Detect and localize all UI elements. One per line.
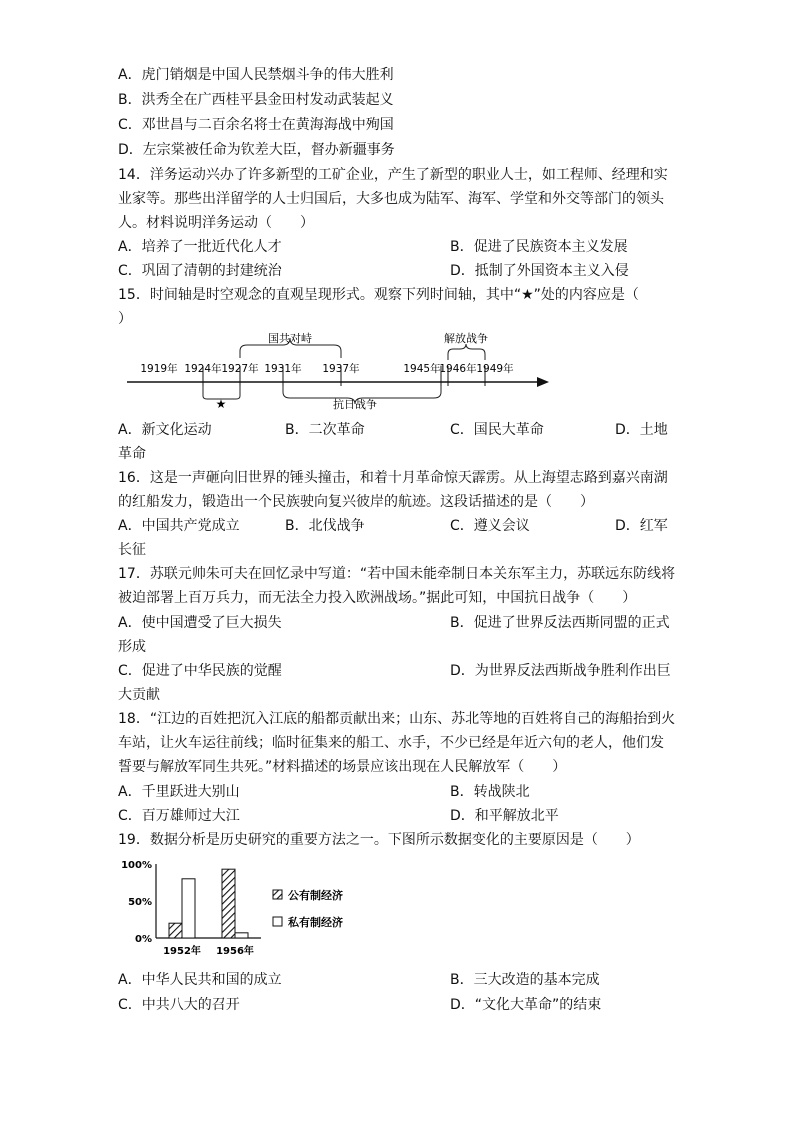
bar-private-0 [182, 879, 195, 938]
q14-option-c: C．巩固了清朝的封建统治 [118, 263, 282, 279]
bracket-jiefang [448, 344, 485, 360]
year-1937: 1937年 [322, 363, 360, 375]
bar-private-1 [235, 933, 248, 938]
year-1927: 1927年 [221, 363, 259, 375]
q15-option-d-cont: 革命 [118, 446, 146, 462]
q17-option-b: B．促进了世界反法西斯同盟的正式 [450, 615, 670, 631]
year-1949: 1949年 [476, 363, 514, 375]
q17-option-a: A．使中国遭受了巨大损失 [118, 615, 282, 631]
q18-option-a: A．千里跃进大别山 [118, 784, 240, 800]
q19-option-c: C．中共八大的召开 [118, 997, 240, 1013]
q16-option-b: B．北伐战争 [285, 518, 365, 534]
q18-stem-line1: 18．“江边的百姓把沉入江底的船都贡献出来；山东、苏北等地的百姓将自己的海船抬到火 [118, 711, 676, 727]
q17-option-c: C．促进了中华民族的觉醒 [118, 663, 282, 679]
x-tick-label: 1952年 [163, 946, 201, 957]
q16-option-a: A．中国共产党成立 [118, 518, 240, 534]
q17-option-b-cont: 形成 [118, 639, 146, 655]
star-mark: ★ [215, 397, 227, 410]
q15-timeline-figure [125, 330, 565, 410]
year-1931: 1931年 [264, 363, 302, 375]
y-tick-label: 0% [135, 934, 152, 945]
q15-option-b: B．二次革命 [285, 422, 365, 438]
q16-stem-line2: 的红船发力，锻造出一个民族驶向复兴彼岸的航迹。这段话描述的是（ ） [118, 494, 594, 510]
q16-option-d-cont: 长征 [118, 542, 146, 558]
q19-bar-chart [118, 852, 378, 967]
q15-option-d: D．土地 [615, 422, 668, 438]
q19-stem-line1: 19．数据分析是历史研究的重要方法之一。下图所示数据变化的主要原因是（ ） [118, 832, 640, 848]
q19-option-a: A．中华人民共和国的成立 [118, 972, 282, 988]
bar-public-0 [169, 923, 182, 938]
label-guogong: 国共对峙 [268, 332, 312, 345]
q18-stem-line3: 誓要与解放军同生共死。”材料描述的场景应该出现在人民解放军（ ） [118, 759, 567, 775]
q14-stem-line1: 14．洋务运动兴办了许多新型的工矿企业，产生了新型的职业人士，如工程师、经理和实 [118, 167, 668, 183]
q18-option-b: B．转战陕北 [450, 784, 530, 800]
timeline-arrow [537, 377, 549, 387]
year-1945: 1945年 [403, 363, 441, 375]
q14-stem-line2: 业家等。那些出洋留学的人士归国后，大多也成为陆军、海军、学堂和外交等部门的领头 [118, 191, 664, 207]
legend-swatch [273, 917, 282, 926]
q13-option-b: B．洪秀全在广西桂平县金田村发动武装起义 [118, 92, 394, 108]
y-tick-label: 100% [121, 860, 152, 871]
bar-public-1 [222, 869, 235, 938]
q15-option-c: C．国民大革命 [450, 422, 544, 438]
q17-option-d-cont: 大贡献 [118, 687, 160, 703]
q17-stem-line1: 17．苏联元帅朱可夫在回忆录中写道：“若中国未能牵制日本关东军主力，苏联远东防线将 [118, 566, 676, 582]
legend-swatch [273, 890, 282, 899]
q19-option-d: D．“文化大革命”的结束 [450, 997, 602, 1013]
year-1946: 1946年 [439, 363, 477, 375]
q13-option-d: D．左宗棠被任命为钦差大臣，督办新疆事务 [118, 142, 395, 158]
q14-option-b: B．促进了民族资本主义发展 [450, 239, 628, 255]
q13-option-a: A．虎门销烟是中国人民禁烟斗争的伟大胜利 [118, 67, 394, 83]
q18-option-d: D．和平解放北平 [450, 808, 559, 824]
q16-option-d: D．红军 [615, 518, 668, 534]
q15-stem-line2: ） [118, 311, 132, 327]
q14-option-a: A．培养了一批近代化人才 [118, 239, 282, 255]
q16-option-c: C．遵义会议 [450, 518, 530, 534]
q18-stem-line2: 车站，让火车运往前线；临时征集来的船工、水手，不少已经是年近六旬的老人，他们发 [118, 735, 664, 751]
q14-stem-line3: 人。材料说明洋务运动（ ） [118, 215, 314, 231]
q17-option-d: D．为世界反法西斯战争胜利作出巨 [450, 663, 671, 679]
year-1924: 1924年 [184, 363, 222, 375]
label-kangri: 抗日战争 [333, 398, 377, 410]
y-tick-label: 50% [128, 897, 152, 908]
q18-option-c: C．百万雄师过大江 [118, 808, 240, 824]
x-tick-label: 1956年 [216, 946, 254, 957]
q13-option-c: C．邓世昌与二百余名将士在黄海海战中殉国 [118, 117, 394, 133]
q16-stem-line1: 16．这是一声砸向旧世界的锤头撞击，和着十月革命惊天霹雳。从上海望志路到嘉兴南湖 [118, 470, 668, 486]
q19-option-b: B．三大改造的基本完成 [450, 972, 600, 988]
label-jiefang: 解放战争 [444, 332, 488, 345]
q17-stem-line2: 被迫部署上百万兵力，而无法全力投入欧洲战场。”据此可知，中国抗日战争（ ） [118, 590, 637, 606]
legend-label: 公有制经济 [288, 889, 343, 902]
q15-option-a: A．新文化运动 [118, 422, 212, 438]
q15-stem-line1: 15．时间轴是时空观念的直观呈现形式。观察下列时间轴，其中“★”处的内容应是（ [118, 287, 639, 303]
year-1919: 1919年 [140, 363, 178, 375]
legend-label: 私有制经济 [288, 916, 343, 929]
q14-option-d: D．抵制了外国资本主义入侵 [450, 263, 629, 279]
